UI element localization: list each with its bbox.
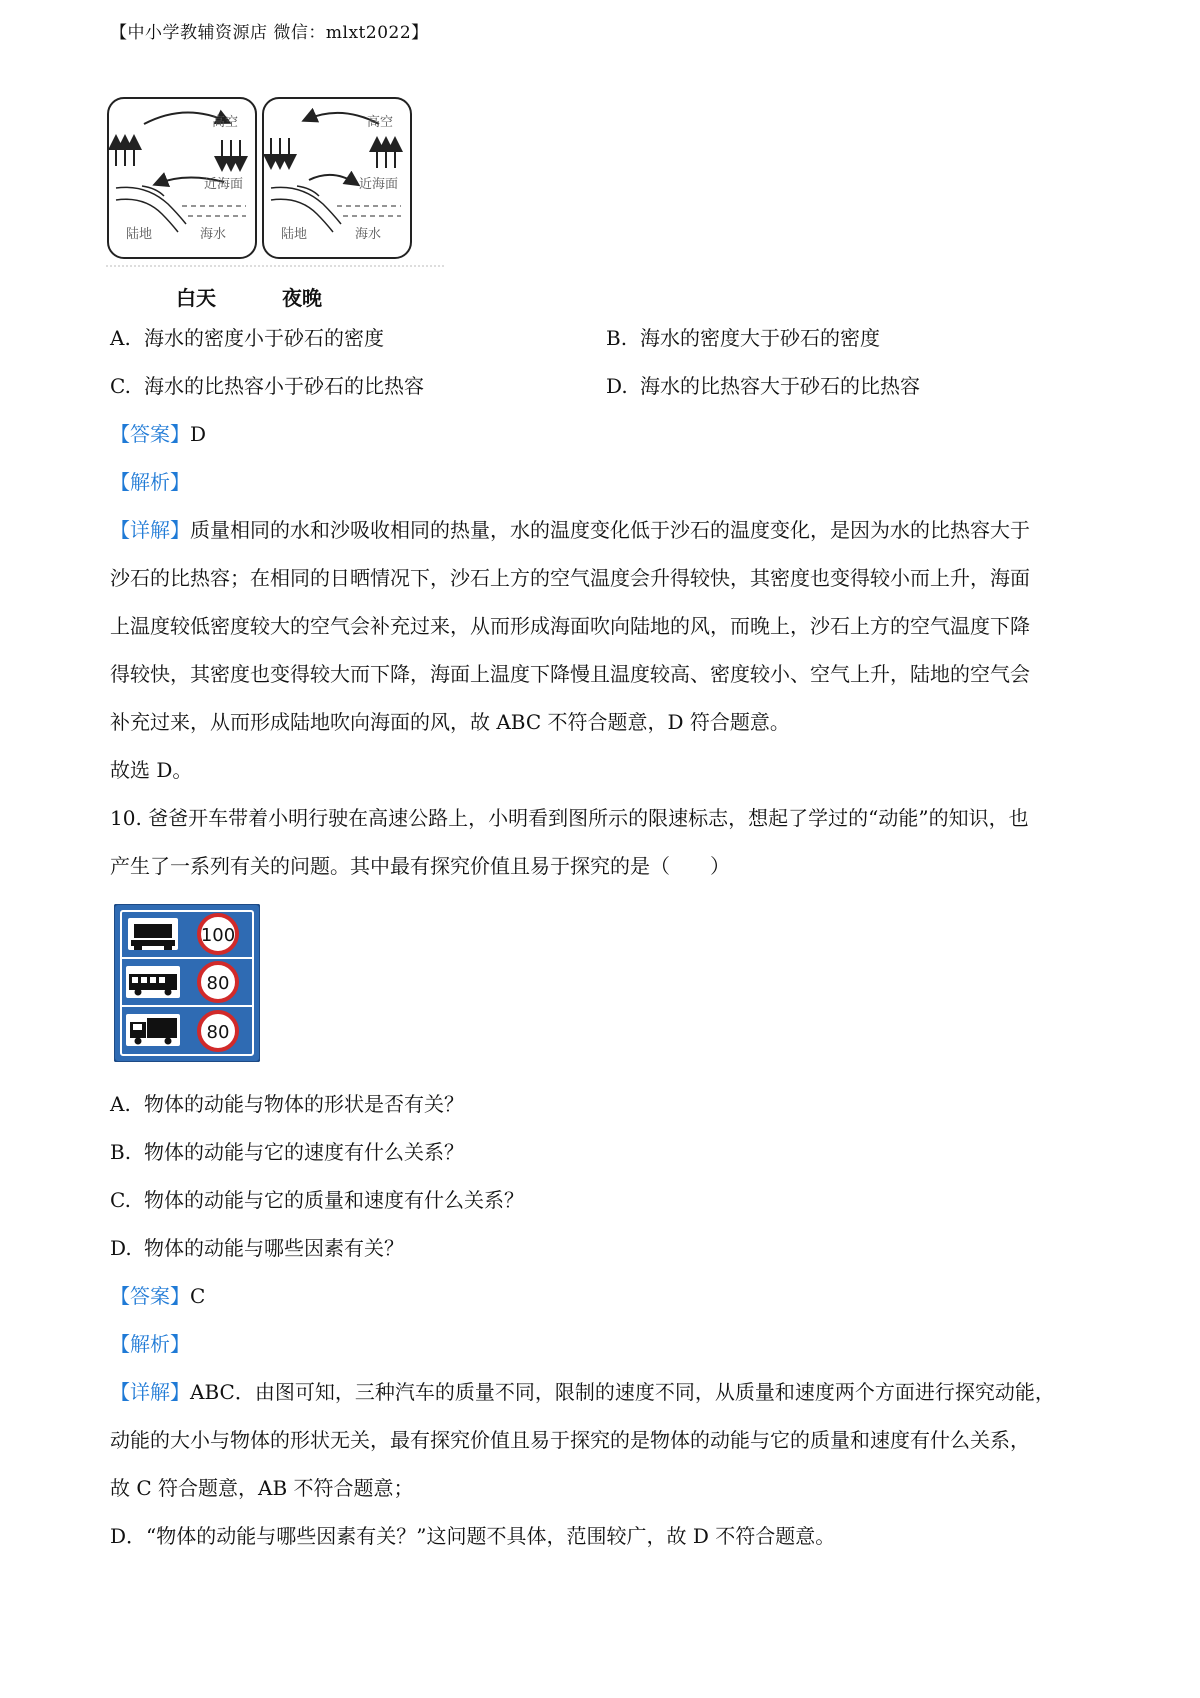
option-label: A. [110,326,131,350]
q9-detail-line-4: 得较快，其密度也变得较大而下降，海面上温度下降慢且温度较高、密度较小、空气上升，陆地的空气会 [110,662,1030,686]
option-text: 物体的动能与它的速度有什么关系？ [144,1140,464,1164]
q10-option-d [110,1224,404,1272]
option-label: B. [606,326,628,350]
day-sea-label: 海水 [200,227,227,242]
answer-value: D [190,422,207,446]
detail-text: 质量相同的水和沙吸收相同的热量，水的温度变化低于沙石的温度变化，是因为水的比热容大于 [190,518,1030,542]
q9-analysis-tag: 【解析】 [110,470,190,494]
night-land-label: 陆地 [281,227,308,242]
truck-icon [126,1014,180,1046]
speed-limit-100 [199,915,237,953]
option-text: 海水的比热容大于砂石的比热容 [640,374,920,398]
q10-answer [110,1272,205,1320]
night-panel [263,98,411,258]
sea-breeze-diagram [106,96,446,271]
q10-stem-line-1: 10. 爸爸开车带着小明行驶在高速公路上，小明看到图所示的限速标志，想起了学过的“动能”的知识，也 [110,806,1029,830]
option-text: 海水的比热容小于砂石的比热容 [144,374,424,398]
night-upper-label: 高空 [367,115,394,130]
option-label: C. [110,374,131,398]
option-label: D. [606,374,628,398]
detail-text: ABC．由图可知，三种汽车的质量不同，限制的速度不同，从质量和速度两个方面进行探究动能， [190,1380,1055,1404]
option-label: D. [110,1236,132,1260]
speed-limit-80-bus [199,963,237,1001]
detail-tag: 【详解】 [110,518,190,542]
q10-detail-line-2: 动能的大小与物体的形状无关，最有探究价值且易于探究的是物体的动能与它的质量和速度有什么关系， [110,1428,1030,1452]
q9-option-d [606,362,920,410]
option-text: 海水的密度大于砂石的密度 [640,326,880,350]
day-surface-label: 近海面 [204,177,244,192]
option-label: A. [110,1092,131,1116]
option-label: C. [110,1188,131,1212]
q10-analysis-tag: 【解析】 [110,1332,190,1356]
q9-option-c [110,362,424,410]
option-text: 物体的动能与哪些因素有关？ [144,1236,404,1260]
page-header: 【中小学教辅资源店 微信：mlxt2022】 [110,23,429,43]
night-sea-label: 海水 [355,227,382,242]
option-text: 海水的密度小于砂石的密度 [144,326,384,350]
speed-limit-value: 80 [206,973,230,994]
option-label: B. [110,1140,132,1164]
q9-detail-line-3: 上温度较低密度较大的空气会补充过来，从而形成海面吹向陆地的风，而晚上，沙石上方的空气温度下降 [110,614,1030,638]
q9-option-a [110,314,384,362]
day-land-label: 陆地 [126,227,153,242]
q10-option-c [110,1176,524,1224]
answer-value: C [190,1284,206,1308]
answer-tag: 【答案】 [110,422,190,446]
option-text: 物体的动能与它的质量和速度有什么关系？ [144,1188,524,1212]
option-text: 物体的动能与物体的形状是否有关？ [144,1092,464,1116]
answer-tag: 【答案】 [110,1284,190,1308]
q10-option-a [110,1080,464,1128]
speed-limit-80-truck [199,1012,237,1050]
q10-detail-line-3: 故 C 符合题意，AB 不符合题意； [110,1476,414,1500]
q10-option-b [110,1128,464,1176]
speed-limit-value: 80 [206,1022,230,1043]
night-surface-label: 近海面 [359,177,399,192]
car-icon [128,918,178,950]
detail-tag: 【详解】 [110,1380,190,1404]
caption-day: 白天 [176,286,216,310]
q9-option-b [606,314,880,362]
q9-detail-line-2: 沙石的比热容；在相同的日晒情况下，沙石上方的空气温度会升得较快，其密度也变得较小而上升，海面 [110,566,1030,590]
q9-detail-line-5: 补充过来，从而形成陆地吹向海面的风，故 ABC 不符合题意，D 符合题意。 [110,710,790,734]
q9-answer [110,410,206,458]
q10-stem-line-2: 产生了一系列有关的问题。其中最有探究价值且易于探究的是（ ） [110,854,730,878]
speed-limit-value: 100 [200,925,236,946]
q10-detail-line-1 [110,1368,1055,1416]
q9-detail-line-1 [110,506,1030,554]
q10-option-d-analysis: D．“物体的动能与哪些因素有关？”这问题不具体，范围较广，故 D 不符合题意。 [110,1524,836,1548]
bus-icon [126,966,180,998]
caption-night: 夜晚 [282,286,322,310]
q9-conclusion: 故选 D。 [110,758,193,782]
speed-limit-sign [114,904,260,1062]
day-upper-label: 高空 [212,115,239,130]
day-panel [108,98,256,258]
